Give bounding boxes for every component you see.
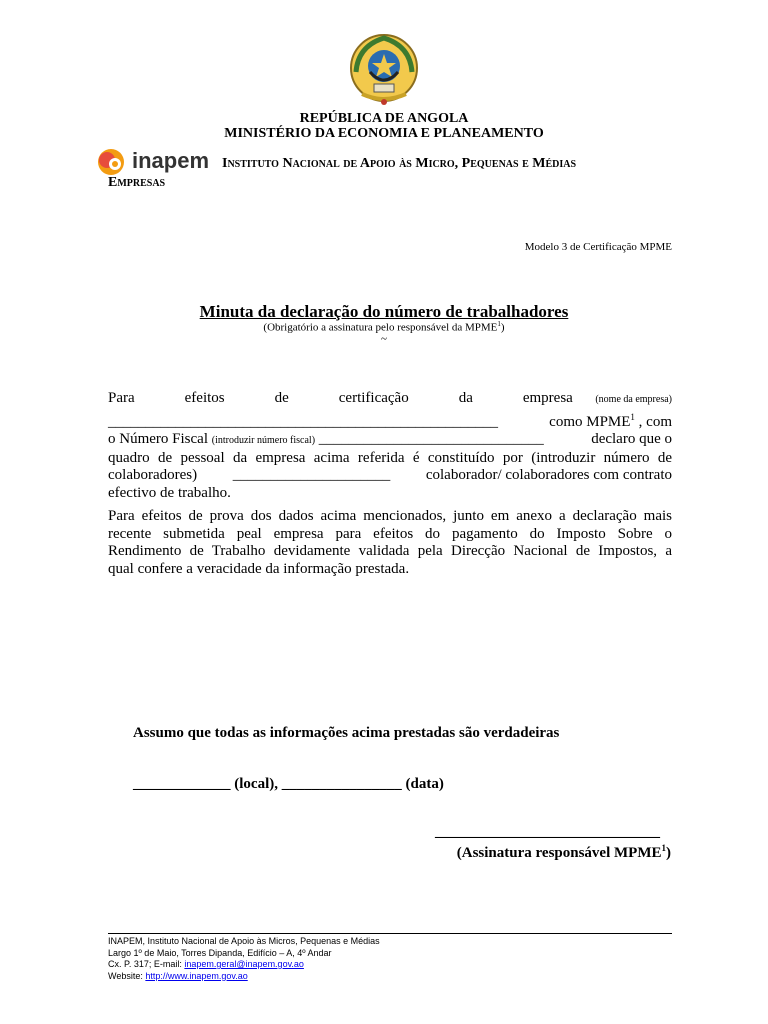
institute-name-line1: Instituto Nacional de Apoio às Micro, Pequenas e Médias [222, 156, 577, 171]
company-name-note: (nome da empresa) [595, 394, 672, 405]
company-name-group [523, 390, 672, 409]
footer-contact [108, 959, 672, 971]
affirmation-text: Assumo que todas as informações acima prestadas são verdadeiras [133, 725, 560, 741]
signature-footnote-mark: 1 [661, 843, 666, 853]
paragraph1-line2 [108, 409, 672, 432]
word: de [274, 390, 289, 406]
footer-contact-prefix: Cx. P. 317; E-mail: [108, 959, 185, 969]
declare-text: declaro que o [591, 431, 672, 447]
word: certificação [338, 390, 409, 406]
signature-label [457, 843, 671, 862]
date-blank: ________________ [281, 776, 402, 792]
collaborators-blank: _____________________ [232, 467, 391, 483]
signature-label-text: (Assinatura responsável MPME [456, 845, 662, 861]
footer-institute: INAPEM, Instituto Nacional de Apoio às Micros, Pequenas e Médias [108, 936, 380, 946]
word: Para [108, 390, 135, 406]
place-date-comma: , [274, 776, 278, 792]
word: efeitos [184, 390, 225, 406]
evidence-paragraph [108, 508, 672, 578]
institute-name-line2: Empresas [108, 175, 166, 190]
collaborators-label: colaboradores) [108, 467, 198, 483]
footer-website [108, 971, 672, 983]
declaration-paragraph [108, 390, 672, 502]
fiscal-number-blank: ______________________________ [318, 431, 544, 447]
paragraph1-line6: efectivo de trabalho. [108, 484, 231, 501]
date-label: (data) [405, 776, 444, 792]
republic-heading: REPÚBLICA DE ANGOLA [299, 111, 469, 126]
paragraph1-line3 [108, 431, 672, 450]
fiscal-number-note: (introduzir número fiscal) [211, 435, 316, 446]
footer [108, 936, 672, 982]
document-title: Minuta da declaração do número de trabalhadores [199, 302, 569, 321]
paragraph2-line4: qual confere a veracidade da informação prestada. [108, 560, 410, 577]
ministry-heading: MINISTÉRIO DA ECONOMIA E PLANEAMENTO [224, 126, 544, 141]
document-subtitle [0, 320, 768, 334]
subtitle-close: ) [500, 321, 505, 334]
company-name-blank: ____________________________________________________ [108, 413, 498, 430]
signature-line: ______________________________ [435, 824, 660, 840]
collaborators-end: colaborador/ colaboradores com contrato [425, 467, 672, 483]
with-text: , com [638, 413, 672, 430]
word: da [458, 390, 473, 406]
fiscal-number-group [108, 431, 544, 450]
footer-website-prefix: Website: [108, 970, 146, 981]
footer-divider [108, 933, 672, 934]
paragraph2-line2: recente submetida peal empresa para efeitos do pagamento do Imposto Sobre o [108, 525, 672, 542]
website-link[interactable]: http://www.inapem.gov.ao [145, 970, 248, 981]
place-label: (local) [234, 776, 275, 792]
subtitle-text: (Obrigatório a assinatura pelo responsável da MPME [263, 321, 498, 334]
place-blank: _____________ [133, 776, 231, 792]
fiscal-number-label: o Número Fiscal [108, 431, 208, 447]
mpme-group [549, 409, 672, 432]
place-date-line [133, 776, 444, 793]
word: empresa [522, 390, 573, 406]
subtitle-footnote-mark: 1 [497, 320, 501, 328]
inapem-logo-text: inapem [132, 148, 210, 173]
inapem-logo-icon [94, 146, 128, 178]
mpme-footnote-mark: 1 [630, 411, 635, 422]
inapem-logo [94, 146, 212, 178]
paragraph1-line1 [108, 390, 672, 409]
email-link[interactable]: inapem.geral@inapem.gov.ao [184, 959, 304, 969]
footer-address: Largo 1º de Maio, Torres Dipanda, Edifício – A, 4º Andar [108, 947, 332, 958]
paragraph2-line3: Rendimento de Trabalho devidamente validada pela Direcção Nacional de Impostos, a [108, 543, 672, 559]
signature-label-close: ) [666, 845, 671, 861]
angola-coat-of-arms-emblem [348, 32, 420, 108]
mpme-text: como MPME [549, 413, 631, 430]
paragraph2-line1: Para efeitos de prova dos dados acima mencionados, junto em anexo a declaração mais [108, 508, 672, 524]
model-label: Modelo 3 de Certificação MPME [524, 241, 672, 253]
paragraph1-line4: quadro de pessoal da empresa acima referida é constituído por (introduzir número de [108, 449, 672, 466]
paragraph1-line5 [108, 467, 672, 485]
tilde-mark: ~ [381, 333, 387, 345]
